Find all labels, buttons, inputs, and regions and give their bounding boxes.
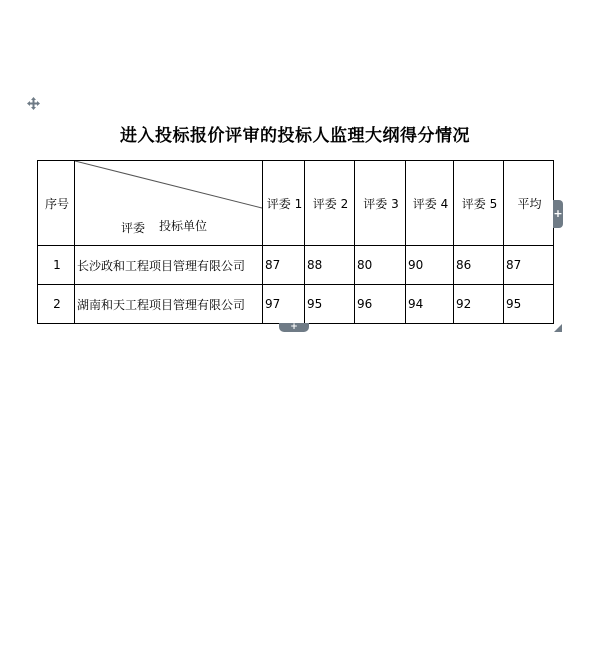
score-table — [37, 160, 554, 324]
row-score-judge-3: 96 — [355, 285, 406, 324]
header-judge-1: 评委 1 — [263, 161, 305, 246]
row-index: 2 — [38, 285, 75, 324]
row-score-judge-3: 80 — [355, 246, 406, 285]
row-company: 湖南和天工程项目管理有限公司 — [75, 285, 263, 324]
header-judge-5: 评委 5 — [454, 161, 504, 246]
row-score-judge-4: 94 — [406, 285, 454, 324]
row-score-judge-2: 88 — [305, 246, 355, 285]
header-judge-4: 评委 4 — [406, 161, 454, 246]
row-average: 87 — [504, 246, 554, 285]
row-index: 1 — [38, 246, 75, 285]
row-average: 95 — [504, 285, 554, 324]
row-score-judge-1: 97 — [263, 285, 305, 324]
row-score-judge-5: 86 — [454, 246, 504, 285]
row-score-judge-1: 87 — [263, 246, 305, 285]
row-score-judge-2: 95 — [305, 285, 355, 324]
row-score-judge-5: 92 — [454, 285, 504, 324]
row-company: 长沙政和工程项目管理有限公司 — [75, 246, 263, 285]
table-row — [38, 246, 554, 285]
header-company-label: 投标单位 — [159, 219, 208, 233]
document-title: 进入投标报价评审的投标人监理大纲得分情况 — [120, 126, 470, 146]
header-index: 序号 — [38, 161, 75, 246]
header-diagonal-cell — [75, 161, 263, 246]
add-row-button[interactable]: + — [279, 323, 309, 332]
header-row — [38, 161, 554, 246]
table-move-handle-icon[interactable] — [27, 97, 40, 110]
add-column-button[interactable]: + — [553, 200, 563, 228]
header-judge-3: 评委 3 — [355, 161, 406, 246]
table-row — [38, 285, 554, 324]
table-resize-icon[interactable] — [554, 324, 562, 332]
header-average: 平均 — [504, 161, 554, 246]
header-judge-2: 评委 2 — [305, 161, 355, 246]
row-score-judge-4: 90 — [406, 246, 454, 285]
header-judge-label: 评委 — [121, 221, 146, 235]
